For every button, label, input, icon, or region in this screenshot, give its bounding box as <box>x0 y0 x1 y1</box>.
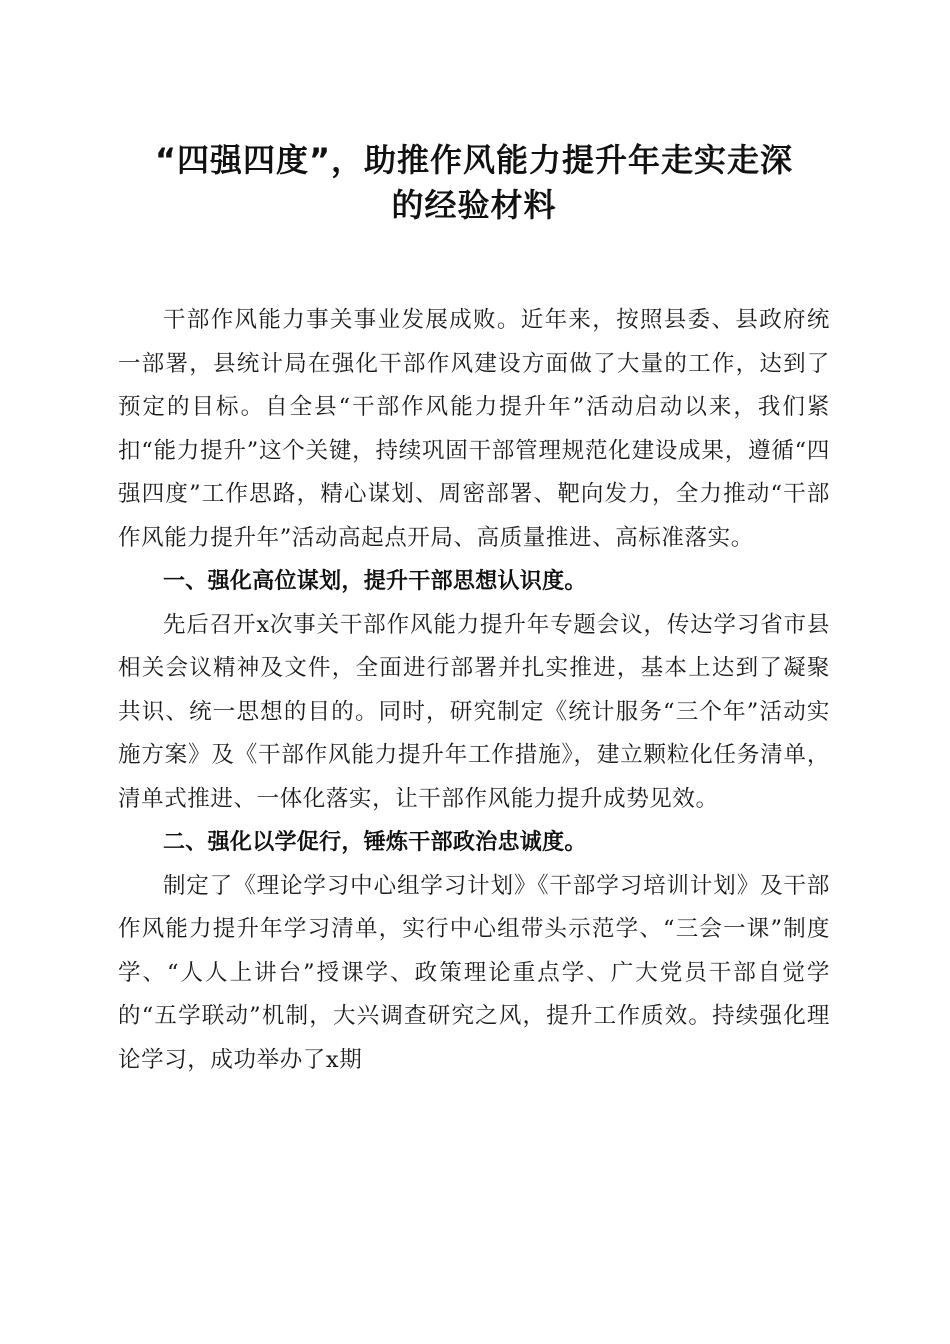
intro-paragraph: 干部作风能力事关事业发展成败。近年来，按照县委、县政府统一部署，县统计局在强化干部作风建设方面做了大量的工作，达到了预定的目标。自全县“干部作风能力提升年”活动启动以来，我们紧扣“能力提升”这个关键，持续巩固干部管理规范化建设成果，遵循“四强四度”工作思路，精心谋划、周密部署、靶向发力，全力推动“干部作风能力提升年”活动高起点开局、高质量推进、高标准落实。 <box>118 307 830 551</box>
section-2-paragraph: 制定了《理论学习中心组学习计划》《干部学习培训计划》及干部作风能力提升年学习清单，实行中心组带头示范学、“三会一课”制度学、“人人上讲台”授课学、政策理论重点学、广大党员干部自觉学的“五学联动”机制，大兴调查研究之风，提升工作质效。持续强化理论学习，成功举办了x期 <box>118 872 830 1073</box>
title-line-1: “四强四度”，助推作风能力提升年走实走深 <box>154 141 794 179</box>
section-2-heading: 二、强化以学促行，锤炼干部政治忠诚度。 <box>163 830 587 855</box>
section-1-heading: 一、强化高位谋划，提升干部思想认识度。 <box>163 569 587 594</box>
document-title <box>118 138 830 228</box>
document-body <box>118 299 830 1082</box>
section-1-paragraph: 先后召开x次事关干部作风能力提升年专题会议，传达学习省市县相关会议精神及文件，全面进行部署并扎实推进，基本上达到了凝聚共识、统一思想的目的。同时，研究制定《统计服务“三个年”活动实施方案》及《干部作风能力提升年工作措施》，建立颗粒化任务清单，清单式推进、一体化落实，让干部作风能力提升成势见效。 <box>118 611 830 812</box>
document-page <box>118 138 830 1082</box>
title-line-2: 的经验材料 <box>391 186 557 224</box>
